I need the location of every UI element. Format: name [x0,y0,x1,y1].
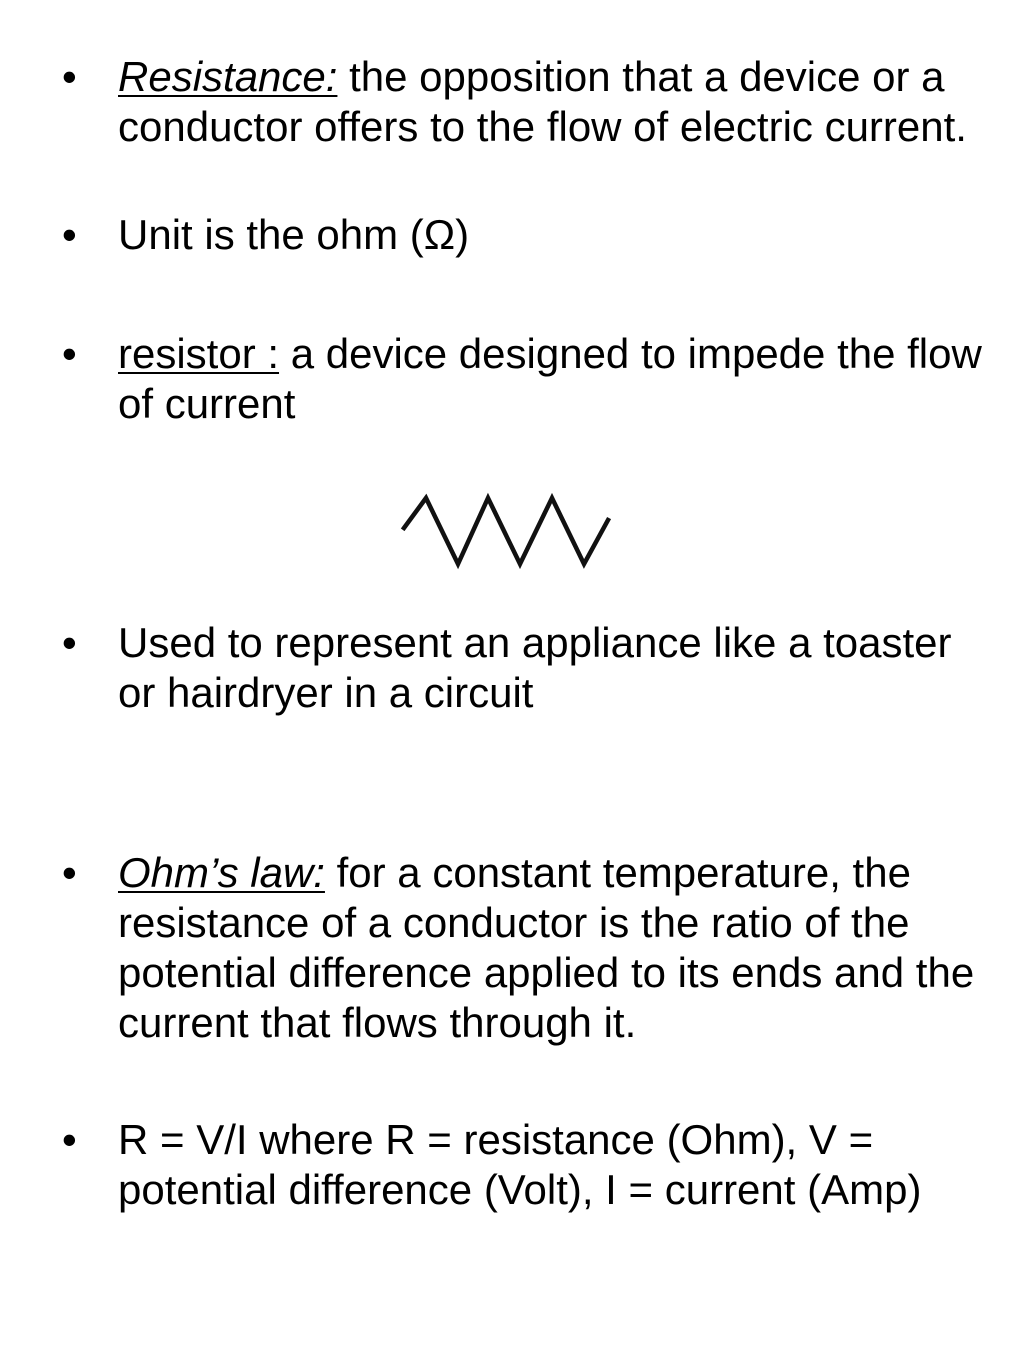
definition-resistor: a device designed to impede the flow of current [118,330,982,427]
bullet-text: Used to represent an appliance like a toaster or hairdryer in a circuit [118,619,952,716]
bullet-text: Unit is the ohm (Ω) [118,211,470,258]
bullet-ohm-unit [0,210,1024,260]
bullet-marker: • [62,849,77,896]
term-resistance: Resistance: [118,53,338,100]
definition-ohms-law: for a constant temperature, the resistance of a conductor is the ratio of the potential difference applied to its ends and the current that flows through it. [118,849,975,1046]
bullet-text [118,52,998,152]
bullet-marker: • [62,330,77,377]
definition-resistance: the opposition that a device or a conductor offers to the flow of electric current. [118,53,967,150]
bullet-marker: • [62,211,77,258]
term-ohms-law: Ohm’s law: [118,849,325,896]
resistor-zigzag-icon [400,490,616,574]
bullet-appliance-representation [0,618,1024,718]
term-resistor: resistor : [118,330,280,377]
bullet-resistance-definition [0,52,1024,202]
bullet-marker: • [62,619,77,666]
bullet-marker: • [62,53,77,100]
bullet-resistor-definition [0,329,1024,429]
bullet-marker: • [62,1116,77,1163]
bullet-text: R = V/I where R = resistance (Ohm), V = potential difference (Volt), I = current (Amp) [118,1116,922,1213]
bullet-text [118,329,998,429]
bullet-ohms-law-formula [0,1115,1024,1265]
bullet-text [118,848,998,1048]
bullet-ohms-law [0,848,1024,1048]
